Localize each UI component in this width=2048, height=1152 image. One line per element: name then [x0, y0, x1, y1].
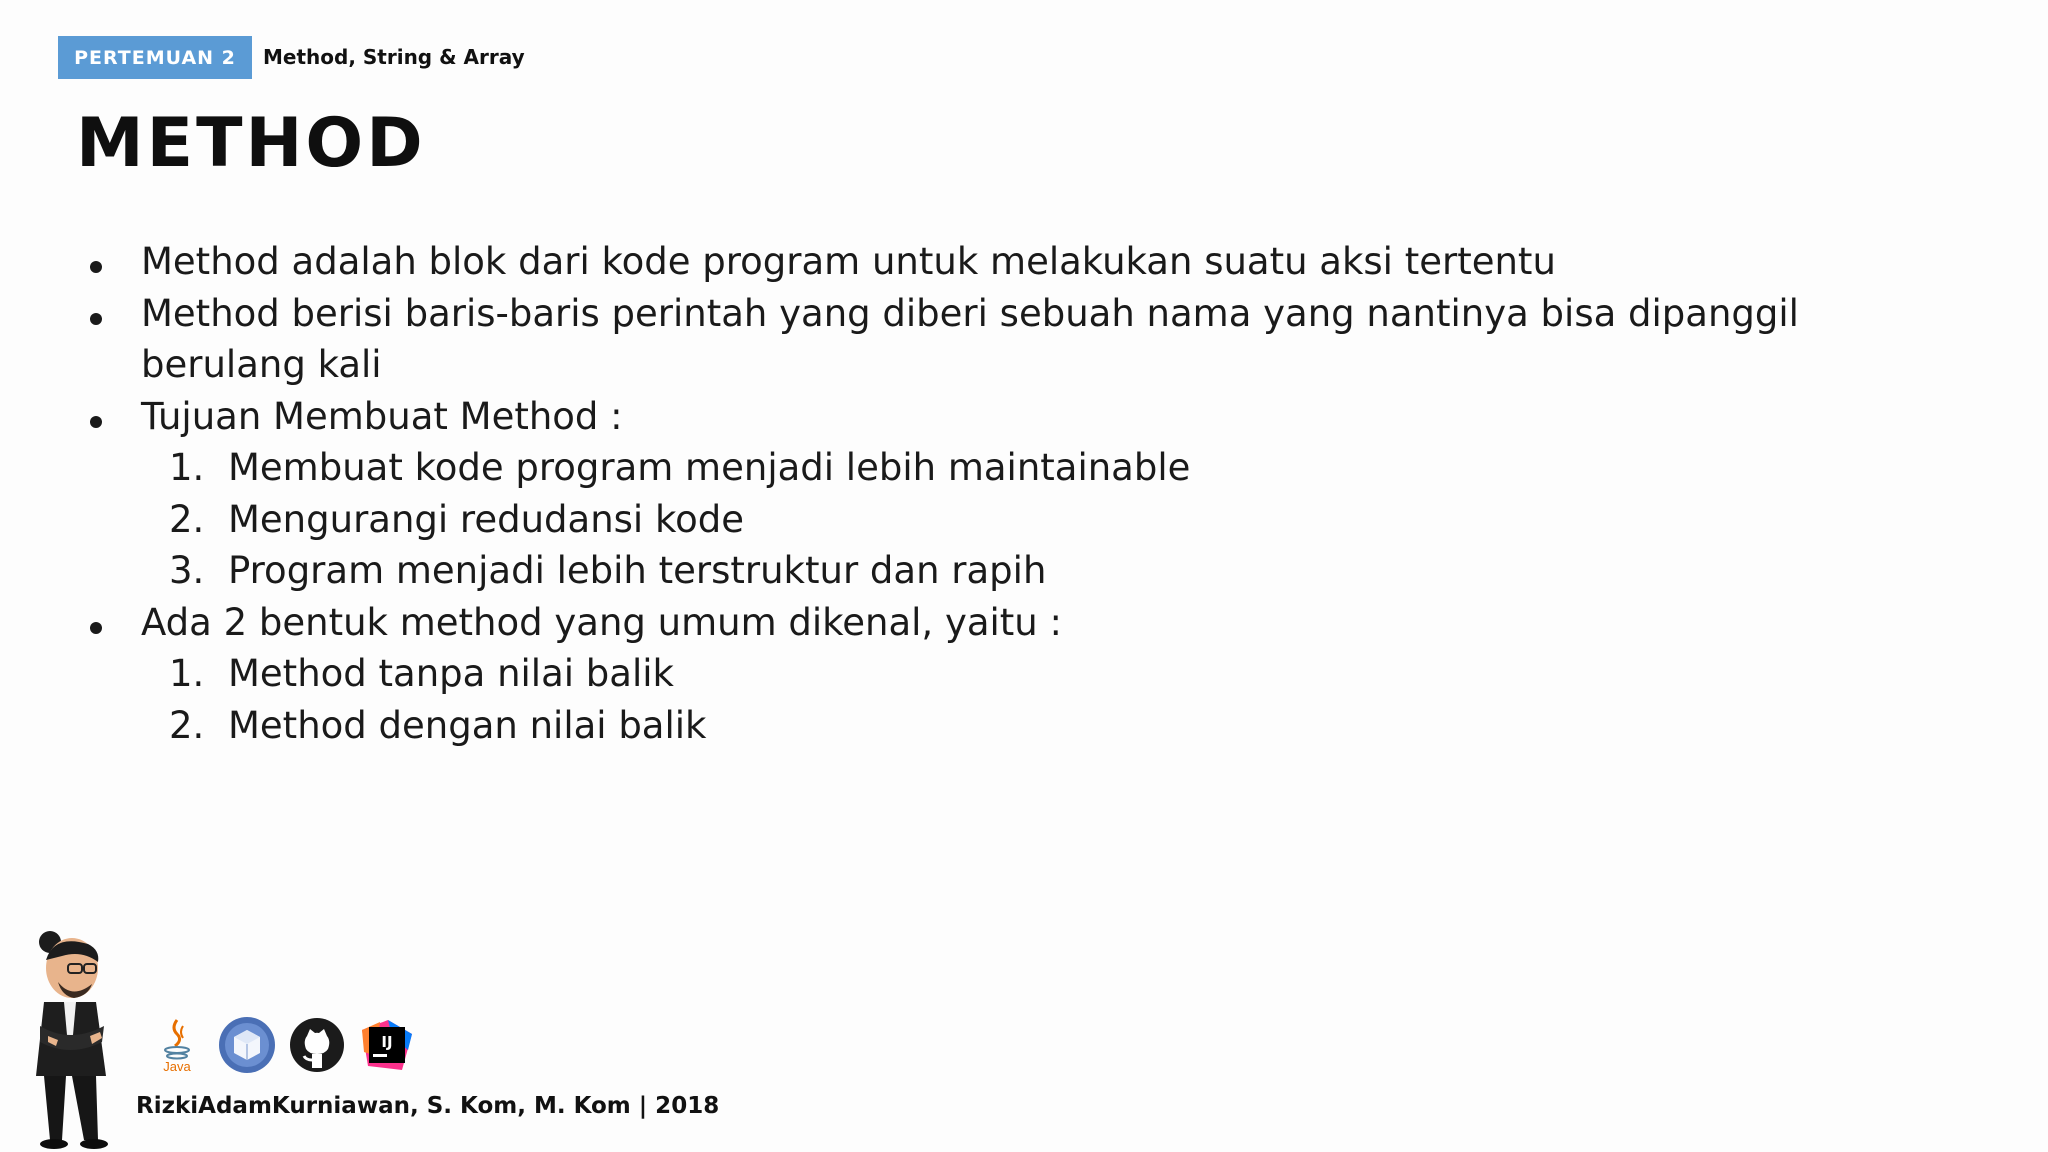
github-icon	[288, 1016, 346, 1074]
list-item-text: Mengurangi redudansi kode	[228, 497, 744, 541]
meeting-tag: PERTEMUAN 2	[58, 36, 252, 79]
bullet-text: Ada 2 bentuk method yang umum dikenal, yaitu :	[141, 600, 1062, 644]
list-number: 1.	[169, 652, 205, 695]
list-item-text: Membuat kode program menjadi lebih maintainable	[228, 446, 1191, 489]
virtualbox-icon	[218, 1016, 276, 1074]
list-number: 3.	[169, 549, 205, 592]
svg-text:Java: Java	[163, 1059, 191, 1074]
list-item-text: Program menjadi lebih terstruktur dan rapih	[228, 549, 1047, 592]
bullet-dot	[90, 416, 102, 428]
list-item-text: Method tanpa nilai balik	[228, 652, 674, 695]
svg-text:IJ: IJ	[381, 1033, 393, 1051]
bullet-text: Method berisi baris-baris perintah yang diberi sebuah nama yang nantinya bisa dipanggil	[141, 291, 1799, 335]
java-icon	[148, 1016, 206, 1074]
list-number: 2.	[169, 497, 205, 541]
intellij-icon	[358, 1016, 416, 1074]
list-number: 1.	[169, 446, 205, 489]
bullet-dot	[90, 622, 102, 634]
bullet-dot	[90, 261, 102, 273]
list-item-text: Method dengan nilai balik	[228, 703, 707, 747]
bullet-text: berulang kali	[141, 343, 382, 386]
list-number: 2.	[169, 703, 205, 747]
bullet-text: Tujuan Membuat Method :	[141, 394, 623, 438]
subject-label: Method, String & Array	[263, 45, 525, 69]
author-credit: RizkiAdamKurniawan, S. Kom, M. Kom | 2018	[136, 1093, 720, 1119]
tech-icons	[148, 1016, 416, 1074]
slide-title: METHOD	[76, 104, 426, 183]
bullet-dot	[90, 313, 102, 325]
presenter-avatar	[14, 926, 124, 1152]
bullet-text: Method adalah blok dari kode program untuk melakukan suatu aksi tertentu	[141, 240, 1556, 283]
